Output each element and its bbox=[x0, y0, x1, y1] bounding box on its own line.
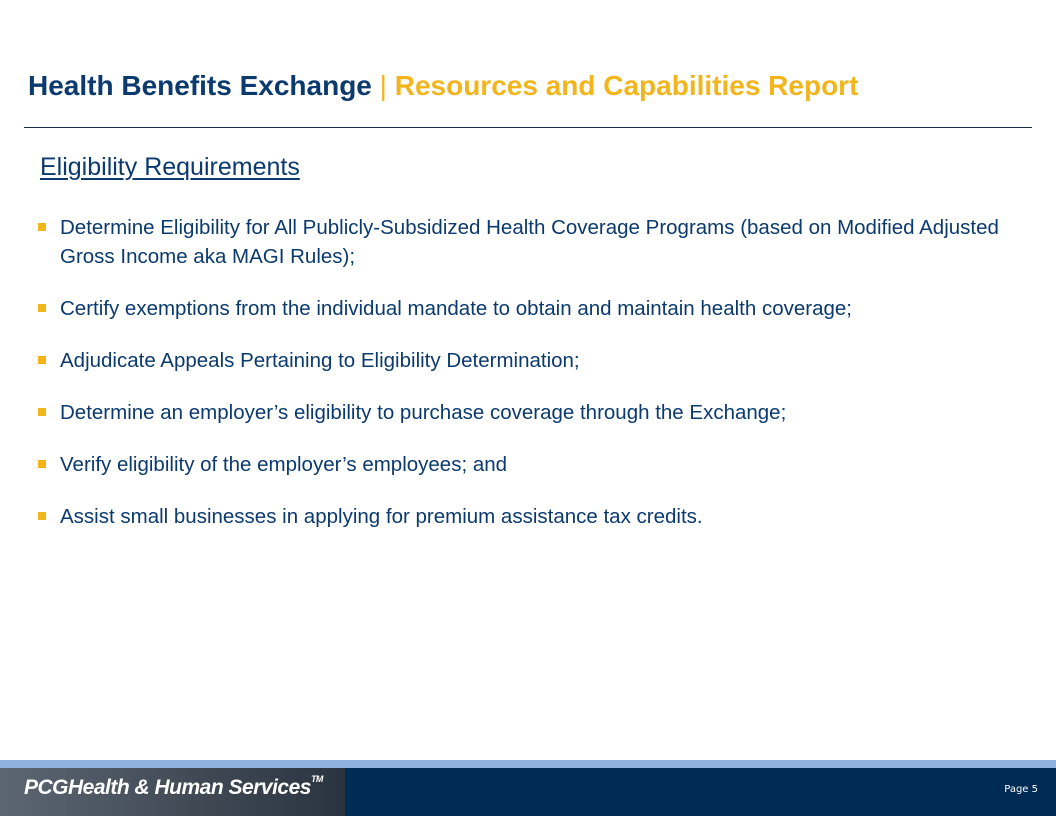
logo bbox=[24, 776, 323, 800]
title-main: Health Benefits Exchange bbox=[28, 70, 372, 101]
bullet-list bbox=[38, 213, 1028, 554]
list-item bbox=[38, 398, 1028, 427]
square-bullet-icon bbox=[38, 304, 46, 312]
title-separator: | bbox=[379, 70, 387, 101]
list-item-text: Verify eligibility of the employer’s employees; and bbox=[60, 453, 508, 476]
list-item bbox=[38, 213, 1028, 271]
square-bullet-icon bbox=[38, 460, 46, 468]
list-item bbox=[38, 294, 1028, 323]
list-item-text: Adjudicate Appeals Pertaining to Eligibility Determination; bbox=[60, 349, 580, 372]
page-title bbox=[28, 70, 858, 102]
footer-accent-band bbox=[0, 760, 1056, 768]
square-bullet-icon bbox=[38, 408, 46, 416]
footer-logo-panel bbox=[0, 768, 345, 816]
list-item bbox=[38, 346, 1028, 375]
footer bbox=[0, 768, 1056, 816]
trademark-mark: TM bbox=[310, 774, 323, 784]
square-bullet-icon bbox=[38, 223, 46, 231]
square-bullet-icon bbox=[38, 356, 46, 364]
list-item-text: Assist small businesses in applying for premium assistance tax credits. bbox=[60, 505, 703, 528]
title-divider bbox=[24, 127, 1032, 128]
logo-text: PCGHealth & Human Services bbox=[24, 776, 311, 799]
list-item-text: Certify exemptions from the individual mandate to obtain and maintain health coverage; bbox=[60, 297, 852, 320]
list-item-text: Determine an employer’s eligibility to purchase coverage through the Exchange; bbox=[60, 401, 787, 424]
section-heading: Eligibility Requirements bbox=[40, 153, 300, 181]
list-item-text: Determine Eligibility for All Publicly-Subsidized Health Coverage Programs (based on Modified Adjusted Gross Income aka MAGI Rules); bbox=[60, 216, 999, 268]
list-item bbox=[38, 502, 1028, 531]
list-item bbox=[38, 450, 1028, 479]
square-bullet-icon bbox=[38, 512, 46, 520]
page-number: Page 5 bbox=[1004, 784, 1038, 795]
title-subtitle: Resources and Capabilities Report bbox=[394, 70, 859, 101]
